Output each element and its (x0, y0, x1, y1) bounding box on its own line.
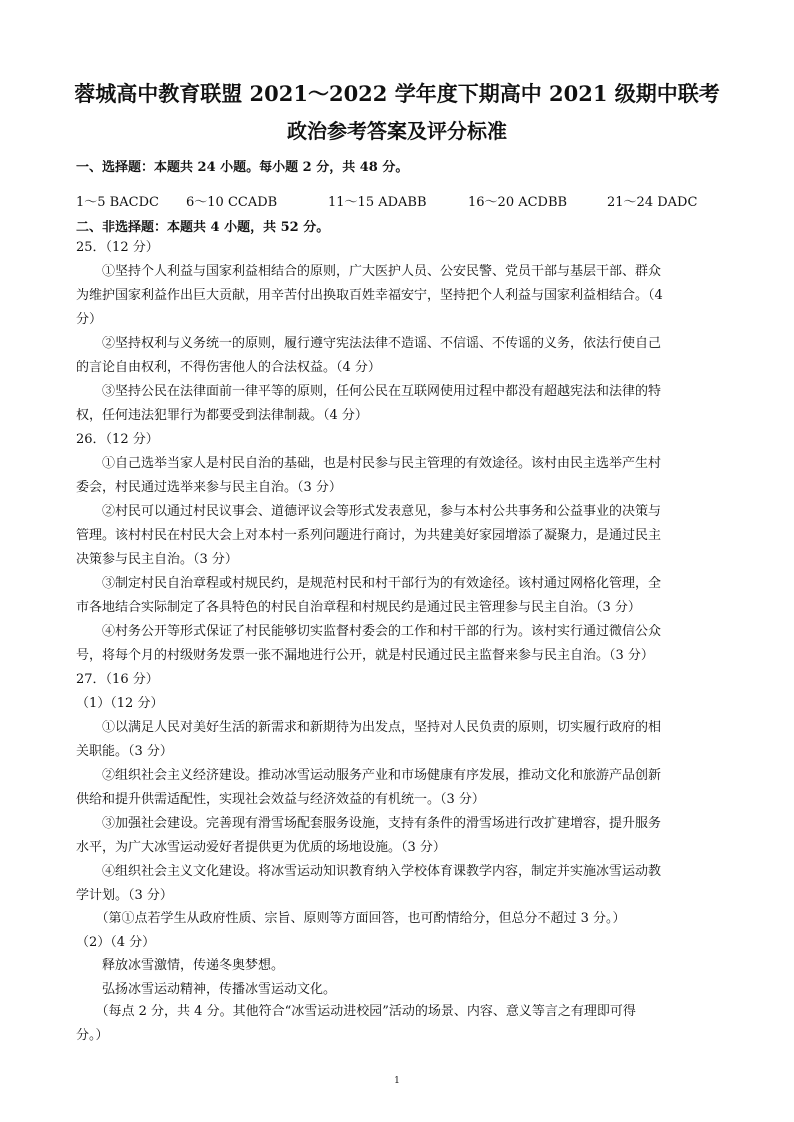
question-number: 25．（12 分） (76, 240, 159, 255)
answer-text: 管理。该村村民在村民大会上对本村一系列问题进行商讨，为共建美好家园增添了凝聚力，是通过民主 (76, 528, 662, 543)
answer-text: 市各地结合实际制定了各具特色的村民自治章程和村规民约是通过民主管理参与民主自治。（3 分） (76, 600, 641, 615)
answer-text: 分） (76, 312, 103, 327)
scoring-note: （每点 2 分，共 4 分。其他符合“冰雪运动进校园”活动的场景、内容、意义等言之有理即可得 (76, 1004, 636, 1019)
answer-group: 21～24 DADC (607, 195, 698, 210)
scoring-note: （第①点若学生从政府性质、宗旨、原则等方面回答，也可酌情给分，但总分不超过 3 分。） (76, 911, 626, 926)
answer-text: ②坚持权利与义务统一的原则，履行遵守宪法法律不造谣、不信谣、不传谣的义务，依法行使自己 (76, 336, 662, 351)
page-number: 1 (394, 1076, 400, 1086)
answer-text: 供给和提升供需适配性，实现社会效益与经济效益的有机统一。（3 分） (76, 792, 485, 807)
answer-text: 水平，为广大冰雪运动爱好者提供更为优质的场地设施。（3 分） (76, 840, 446, 855)
answer-group: 16～20 ACDBB (468, 195, 568, 210)
answer-text: 关职能。（3 分） (76, 744, 173, 759)
answer-text: 号，将每个月的村级财务发票一张不漏地进行公开，就是村民通过民主监督来参与民主自治。（3 分） (76, 648, 654, 663)
answer-text: 为维护国家利益作出巨大贡献，用辛苦付出换取百姓幸福安宁，坚持把个人利益与国家利益相结合。（4 (76, 288, 663, 303)
answer-text: 决策参与民主自治。（3 分） (76, 552, 238, 567)
question-number: 27．（16 分） (76, 672, 159, 687)
document-title: 蓉城高中教育联盟 2021～2022 学年度下期高中 2021 级期中联考 (74, 81, 720, 106)
question-number: 26．（12 分） (76, 432, 159, 447)
answer-group: 11～15 ADABB (328, 195, 427, 210)
answer-text: ③制定村民自治章程或村规民约，是规范村民和村干部行为的有效途径。该村通过网格化管理，全 (76, 576, 662, 591)
answer-text: ①自己选举当家人是村民自治的基础，也是村民参与民主管理的有效途径。该村由民主选举产生村 (76, 456, 662, 471)
answer-text: ①以满足人民对美好生活的新需求和新期待为出发点，坚持对人民负责的原则，切实履行政府的相 (76, 720, 662, 735)
answer-text: ③坚持公民在法律面前一律平等的原则，任何公民在互联网使用过程中都没有超越宪法和法律的特 (76, 384, 662, 399)
answer-text: 学计划。（3 分） (76, 888, 173, 903)
answer-text: 权，任何违法犯罪行为都要受到法律制裁。（4 分） (76, 408, 368, 423)
section-heading-multiple-choice: 一、选择题：本题共 24 小题。每小题 2 分，共 48 分。 (76, 160, 409, 175)
answer-text: ①坚持个人利益与国家利益相结合的原则，广大医护人员、公安民警、党员干部与基层干部、群众 (76, 264, 662, 279)
section-heading-non-choice: 二、非选择题：本题共 4 小题，共 52 分。 (76, 220, 330, 235)
sub-question-number: （2）（4 分） (76, 935, 156, 950)
answer-text: ③加强社会建设。完善现有滑雪场配套服务设施，支持有条件的滑雪场进行改扩建增容，提升服务 (76, 816, 662, 831)
answer-text: ④组织社会主义文化建设。将冰雪运动知识教育纳入学校体育课教学内容，制定并实施冰雪运动教 (76, 864, 662, 879)
answer-group: 1～5 BACDC (76, 195, 159, 210)
answer-text: ④村务公开等形式保证了村民能够切实监督村委会的工作和村干部的行为。该村实行通过微信公众 (76, 624, 662, 639)
answer-text: 的言论自由权利，不得伤害他人的合法权益。（4 分） (76, 360, 381, 375)
document-subtitle: 政治参考答案及评分标准 (287, 119, 507, 143)
answer-text: 委会，村民通过选举来参与民主自治。（3 分） (76, 480, 342, 495)
scoring-note: 分。） (76, 1028, 109, 1043)
answer-text: ②组织社会主义经济建设。推动冰雪运动服务产业和市场健康有序发展，推动文化和旅游产品创新 (76, 768, 662, 783)
answer-group: 6～10 CCADB (186, 195, 278, 210)
answer-text: ②村民可以通过村民议事会、道德评议会等形式发表意见，参与本村公共事务和公益事业的决策与 (76, 504, 662, 519)
answer-text: 弘扬冰雪运动精神，传播冰雪运动文化。 (76, 982, 337, 997)
sub-question-number: （1）（12 分） (76, 696, 164, 711)
answer-text: 释放冰雪激情，传递冬奥梦想。 (76, 958, 285, 973)
